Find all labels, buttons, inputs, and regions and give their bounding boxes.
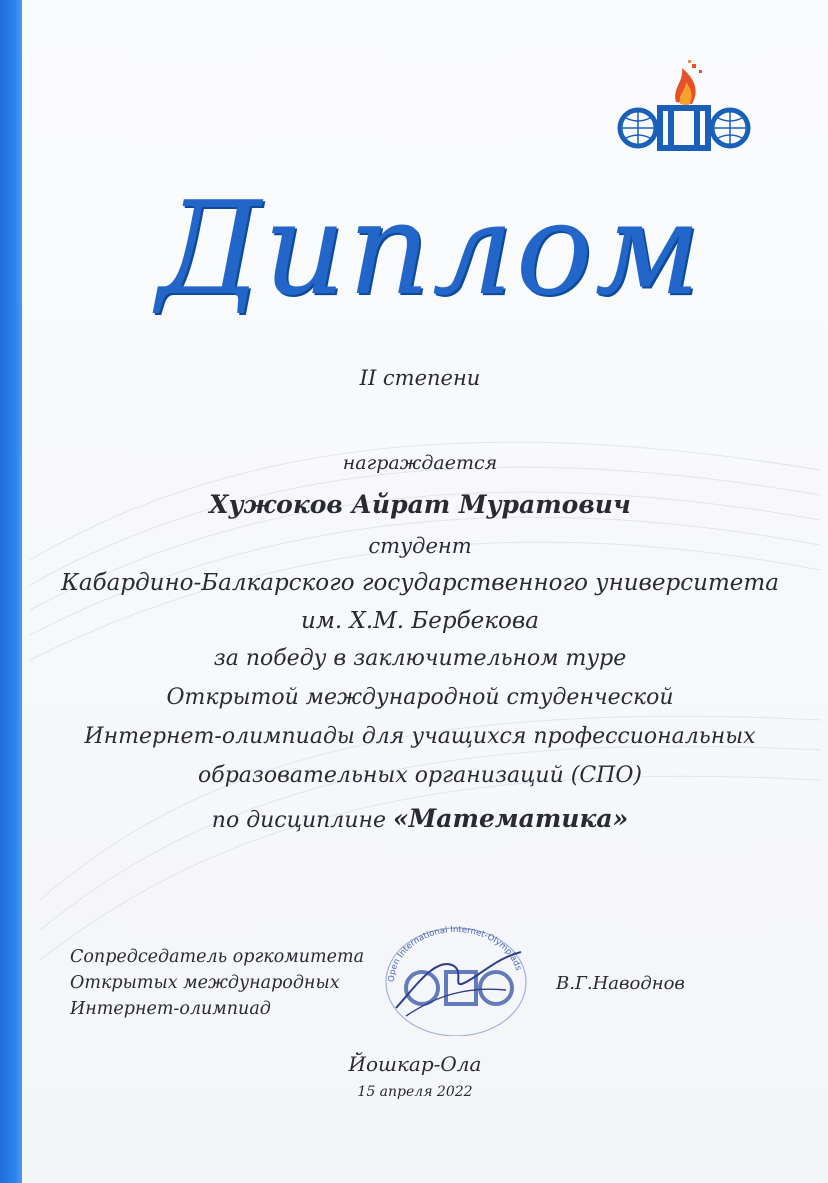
signer-title (70, 944, 390, 1022)
signer-name: В.Г.Наводнов (556, 973, 685, 994)
reason-line-1: за победу в заключительном туре (213, 646, 627, 671)
awarded-text: награждается (342, 452, 498, 474)
olympiad-logo-icon (614, 60, 754, 160)
stamp-icon (376, 916, 536, 1036)
discipline-prefix: по дисциплине (211, 808, 393, 833)
reason-line-2: Открытой международной студенческой (166, 685, 674, 710)
university-line-1: Кабардино-Балкарского государственного университета (61, 570, 779, 596)
recipient-name: Хужоков Айрат Муратович (209, 490, 631, 519)
reason-line-3: Интернет-олимпиады для учащихся профессиональных (84, 724, 756, 749)
discipline-line (30, 804, 810, 833)
university-line-2: им. Х.М. Бербекова (301, 608, 539, 634)
stamp-text: Open International Internet-Olympiads (386, 924, 524, 983)
signer-line-3: Интернет-олимпиад (70, 999, 271, 1019)
signer-line-1: Сопредседатель оргкомитета (70, 947, 365, 967)
diploma-title: Диплом (157, 175, 703, 324)
discipline-name: «Математика» (393, 804, 629, 833)
city-text: Йошкар-Ола (348, 1052, 482, 1076)
degree-text: II степени (359, 366, 481, 390)
flame-icon (675, 60, 702, 106)
reason-line-4: образовательных организаций (СПО) (198, 763, 642, 788)
recipient-role: студент (368, 534, 472, 558)
signer-line-2: Открытых международных (70, 973, 340, 993)
date-text: 15 апреля 2022 (357, 1084, 473, 1100)
